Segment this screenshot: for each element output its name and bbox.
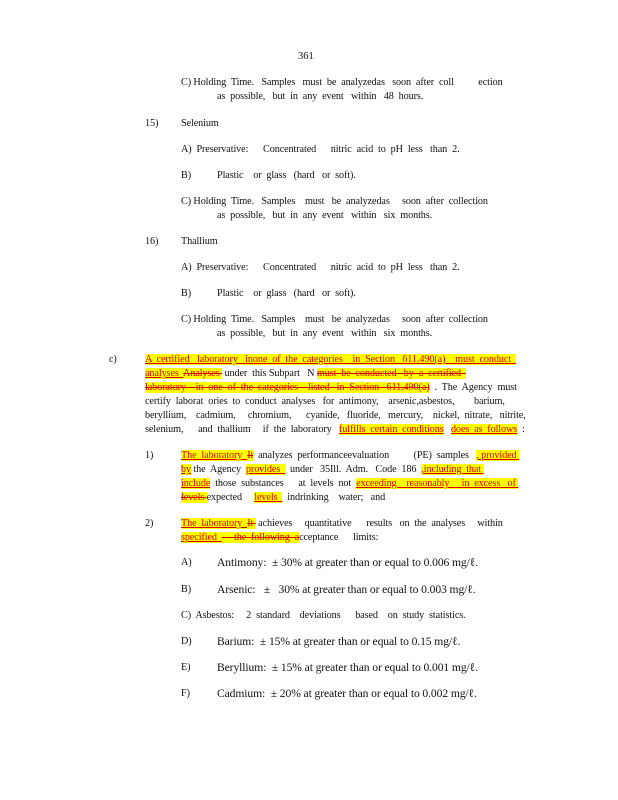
text-segment: Arsenic: ± 30% at greater than or equal to 0.003 mg/ℓ. — [217, 583, 476, 596]
limit-barium — [217, 635, 460, 648]
condition-1-line-1 — [181, 449, 519, 462]
selenium-container — [217, 169, 356, 182]
inserted-text: provides — [245, 464, 286, 475]
condition-1-line-2 — [181, 463, 484, 476]
deleted-text: It — [247, 518, 256, 529]
item-15-number — [145, 117, 158, 130]
text-segment: expected — [206, 492, 255, 503]
text-segment: D) — [181, 636, 192, 647]
selenium-holding-line-2 — [217, 209, 432, 222]
deleted-text: laboratory in one of the categories listed in Section 611.490(a) — [145, 382, 430, 393]
condition-1-line-4 — [181, 491, 385, 504]
deleted-text: It — [247, 450, 254, 461]
text-segment: Cadmium: ± 20% at greater than or equal to 0.002 mg/ℓ. — [217, 687, 477, 700]
text-segment: E) — [181, 662, 191, 673]
text-segment: A) Preservative: Concentrated nitric acid to pH less than 2. — [181, 144, 460, 155]
limit-e-marker — [181, 661, 190, 674]
thallium-preservative — [181, 261, 460, 274]
limit-d-marker — [181, 635, 192, 648]
thallium-container — [217, 287, 356, 300]
text-segment: : — [517, 424, 525, 435]
text-segment: those substances at levels not — [210, 478, 357, 489]
limit-f-marker — [181, 687, 190, 700]
limit-asbestos — [181, 609, 466, 622]
text-segment: B) — [181, 288, 191, 299]
text-segment: 1) — [145, 450, 154, 461]
text-segment: Plastic or glass (hard or soft). — [217, 170, 356, 181]
text-segment: as possible, but in any event within 48 hours. — [217, 91, 424, 102]
text-segment: indrinking water; and — [282, 492, 386, 503]
text-segment: Plastic or glass (hard or soft). — [217, 288, 356, 299]
text-segment: Barium: ± 15% at greater than or equal to 0.15 mg/ℓ. — [217, 635, 461, 648]
condition-2-marker — [145, 517, 153, 530]
inserted-text: fulfills certain conditions — [338, 424, 444, 435]
item-16-number — [145, 235, 158, 248]
limit-beryllium — [217, 661, 478, 674]
section-c-marker — [109, 353, 117, 366]
thallium-holding-line-1 — [181, 313, 488, 326]
inserted-text: include — [181, 478, 211, 489]
text-segment: beryllium, cadmium, chromium, cyanide, fluoride, mercury, nickel, nitrate, nitrite, — [145, 410, 526, 421]
selenium-holding-time-line-2 — [217, 90, 423, 103]
inserted-text: does as follows — [450, 424, 518, 435]
limit-b-marker — [181, 583, 191, 596]
selenium-b-marker — [181, 169, 191, 182]
inserted-text: ,including that — [421, 464, 484, 475]
deleted-text: must be conducted by a certified — [316, 368, 466, 379]
text-segment: Antimony: ± 30% at greater than or equal to 0.006 mg/ℓ. — [217, 556, 479, 569]
text-segment: . The Agency must — [429, 382, 517, 393]
text-segment: B) — [181, 170, 191, 181]
text-segment: the Agency — [191, 464, 246, 475]
text-segment: under 35Ill. Adm. Code 186 — [285, 464, 422, 475]
thallium-b-marker — [181, 287, 191, 300]
section-c-line-1 — [145, 353, 516, 366]
deleted-text: the following a — [221, 532, 300, 543]
selenium-holding-time-line-1 — [181, 76, 503, 89]
text-segment: Thallium — [181, 236, 218, 247]
text-segment: analyzes performanceevaluation (PE) samples — [253, 450, 477, 461]
text-segment: Beryllium: ± 15% at greater than or equal to 0.001 mg/ℓ. — [217, 661, 478, 674]
section-c-line-2 — [145, 367, 466, 380]
condition-1-marker — [145, 449, 153, 462]
limit-antimony — [217, 556, 478, 569]
section-c-line-3 — [145, 381, 517, 394]
condition-2-line-2 — [181, 531, 378, 544]
text-segment: Selenium — [181, 118, 219, 129]
condition-2-line-1 — [181, 517, 503, 530]
text-segment: C) Asbestos: 2 standard deviations based on study statistics. — [181, 610, 466, 621]
item-15-heading — [181, 117, 219, 130]
inserted-text: by — [181, 464, 191, 475]
text-segment: C) Holding Time. Samples must be analyzedas soon after collection — [181, 196, 488, 207]
text-segment: C) Holding Time. Samples must be analyzedas soon after collection — [181, 314, 488, 325]
section-c-line-5 — [145, 409, 526, 422]
selenium-preservative — [181, 143, 460, 156]
condition-1-line-3 — [181, 477, 518, 490]
inserted-text: The laboratory — [181, 518, 248, 529]
limit-arsenic — [217, 583, 476, 596]
text-segment: B) — [181, 584, 191, 595]
text-segment: certify laborat ories to conduct analyses for antimony, arsenic,asbestos, barium, — [145, 396, 505, 407]
inserted-text: specified — [181, 532, 222, 543]
item-16-heading — [181, 235, 218, 248]
limit-a-marker — [181, 556, 192, 569]
text-segment: C) Holding Time. Samples must be analyzedas soon after coll ection — [181, 77, 503, 88]
inserted-text: levels — [254, 492, 283, 503]
selenium-holding-line-1 — [181, 195, 488, 208]
thallium-holding-line-2 — [217, 327, 432, 340]
text-segment — [444, 424, 451, 435]
text-segment: selenium, and thallium if the laboratory — [145, 424, 339, 435]
text-segment: under this Subpart N — [222, 368, 317, 379]
inserted-text: The laboratory — [181, 450, 248, 461]
text-segment: F) — [181, 688, 190, 699]
text-segment: as possible, but in any event within six months. — [217, 328, 433, 339]
text-segment: 2) — [145, 518, 154, 529]
text-segment: A) Preservative: Concentrated nitric acid to pH less than 2. — [181, 262, 460, 273]
text-segment: A) — [181, 557, 192, 568]
text-segment: 15) — [145, 118, 159, 129]
section-c-line-4 — [145, 395, 505, 408]
section-c-line-6 — [145, 423, 525, 436]
page-number: 361 — [298, 51, 314, 62]
limit-cadmium — [217, 687, 477, 700]
text-segment: achieves quantitative results on the analyses within — [255, 518, 503, 529]
inserted-text: exceeding reasonably in excess of — [356, 478, 519, 489]
text-segment: as possible, but in any event within six months. — [217, 210, 433, 221]
inserted-text: analyses — [145, 368, 184, 379]
deleted-text: Analyses — [183, 368, 223, 379]
text-segment: c) — [109, 354, 117, 365]
text-segment: 16) — [145, 236, 159, 247]
deleted-text: levels — [181, 492, 207, 503]
inserted-text: , provided — [476, 450, 519, 461]
inserted-text: A certified laboratory inone of the categories in Section 611.490(a) must conduct — [145, 354, 516, 365]
text-segment: cceptance limits: — [299, 532, 379, 543]
